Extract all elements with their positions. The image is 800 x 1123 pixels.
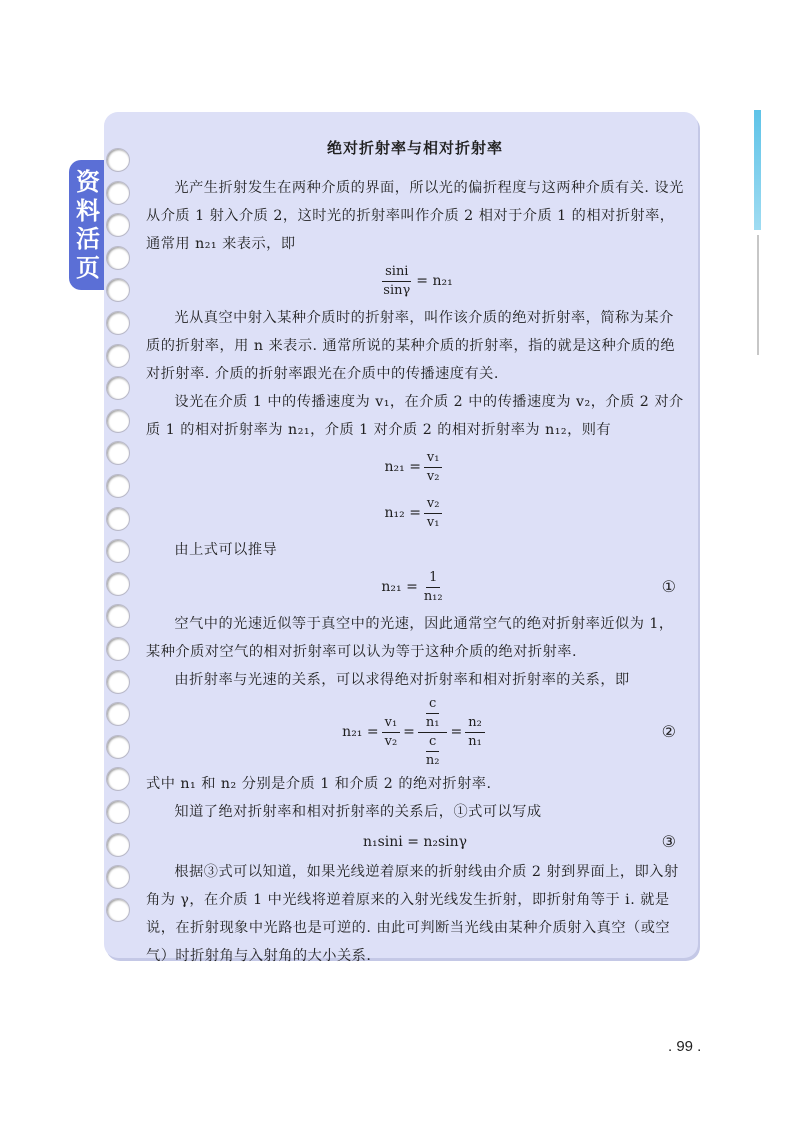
fraction: [424, 495, 443, 532]
fraction: [380, 263, 413, 300]
fraction-numerator: v₁: [382, 714, 401, 733]
paragraph-3: 设光在介质 1 中的传播速度为 v₁，在介质 2 中的传播速度为 v₂，介质 2 对介质 1 的相对折射率为 n₂₁，介质 1 对介质 2 的相对折射率为 n₁₂，则有: [146, 394, 684, 438]
binder-ring: [106, 800, 130, 824]
compound-numerator: [418, 695, 448, 733]
fraction: [424, 449, 443, 486]
equation-lhs: n₂₁ =: [342, 724, 379, 740]
equation-lhs: n₂₁ =: [384, 459, 421, 475]
equation-number: ③: [661, 832, 676, 851]
equation-sin-ratio: [146, 258, 684, 304]
fraction-denominator: n₁: [425, 714, 440, 730]
fraction-denominator: n₂: [425, 752, 440, 768]
compound-denominator: [420, 733, 446, 770]
binder-ring: [106, 735, 130, 759]
paragraph-6: 由折射率与光速的关系，可以求得绝对折射率和相对折射率的关系，即: [174, 672, 630, 688]
fraction-denominator: v₂: [426, 468, 440, 484]
equation-n21: [146, 444, 684, 490]
equation-3: [146, 826, 684, 858]
right-edge-accent-strip: [754, 110, 761, 230]
equation-1: [146, 564, 684, 610]
fraction-numerator: c: [426, 695, 439, 714]
fraction-denominator: n₁: [468, 733, 482, 749]
equals-sign: =: [450, 724, 463, 740]
binder-ring: [106, 637, 130, 661]
article-content: [146, 112, 684, 970]
binder-ring: [106, 898, 130, 922]
binder-ring: [106, 376, 130, 400]
paragraph-7: 式中 n₁ 和 n₂ 分别是介质 1 和介质 2 的绝对折射率.: [146, 776, 492, 792]
binder-ring: [106, 572, 130, 596]
paragraph-2: 光从真空中射入某种介质时的折射率，叫作该介质的绝对折射率，简称为某介质的折射率，用 n 来表示. 通常所说的某种介质的折射率，指的就是这种介质的绝对折射率. 介质的折射率跟光在介质中的传播速度有关.: [146, 310, 676, 382]
binder-ring: [106, 246, 130, 270]
fraction-numerator: v₁: [424, 449, 443, 468]
side-tab-char: 资: [76, 168, 100, 197]
paragraph-9: 根据③式可以知道，如果光线逆着原来的折射线由介质 2 射到界面上，即入射角为 γ，在介质 1 中光线将逆着原来的入射光线发生折射，即折射角等于 i. 就是说，在折射现象中光路也是可逆的. 由此可判断当光线由某种介质射入真空（或空气）时折射角与入射角的大小关系.: [146, 864, 679, 964]
fraction-numerator: c: [426, 733, 439, 752]
compound-fraction: [418, 695, 448, 770]
binder-ring: [106, 148, 130, 172]
binder-ring: [106, 670, 130, 694]
right-edge-divider: [757, 235, 759, 355]
paragraph-5: 空气中的光速近似等于真空中的光速，因此通常空气的绝对折射率近似为 1，某种介质对空气的相对折射率可以认为等于这种介质的绝对折射率.: [146, 616, 674, 660]
fraction: [382, 714, 401, 751]
page-number: . 99 .: [668, 1038, 702, 1055]
fraction-numerator: v₂: [424, 495, 443, 514]
side-tab-label: [69, 160, 107, 290]
equals-sign: =: [403, 724, 415, 740]
fraction-denominator: v₂: [384, 733, 398, 749]
fraction: [423, 733, 443, 770]
binder-ring: [106, 344, 130, 368]
side-tab-char: 页: [76, 253, 100, 282]
paragraph-4: 由上式可以推导: [174, 542, 278, 558]
equation-body: n₁sini = n₂sinγ: [362, 834, 468, 850]
fraction-denominator: v₁: [426, 514, 440, 530]
equation-n12: [146, 490, 684, 536]
fraction: [423, 695, 443, 732]
binder-ring: [106, 539, 130, 563]
side-tab-char: 料: [76, 196, 100, 225]
binder-ring: [106, 409, 130, 433]
equation-number: ②: [661, 722, 676, 741]
binder-ring: [106, 311, 130, 335]
equation-rhs: = n₂₁: [416, 273, 453, 289]
paragraph-1: 光产生折射发生在两种介质的界面，所以光的偏折程度与这两种介质有关. 设光从介质 1 射入介质 2，这时光的折射率叫作介质 2 相对于介质 1 的相对折射率，通常用 n₂₁ 来表示，即: [146, 180, 684, 252]
fraction-numerator: 1: [426, 569, 440, 588]
binder-ring: [106, 865, 130, 889]
side-tab-char: 活: [76, 225, 100, 254]
binder-ring: [106, 181, 130, 205]
paragraph-8: 知道了绝对折射率和相对折射率的关系后，①式可以写成: [174, 804, 542, 820]
fraction-denominator: sinγ: [383, 282, 411, 298]
equation-number: ①: [661, 577, 676, 596]
fraction-numerator: n₂: [465, 714, 485, 733]
binder-ring: [106, 702, 130, 726]
equation-lhs: n₁₂ =: [384, 505, 421, 521]
fraction-numerator: sini: [382, 263, 411, 282]
equation-lhs: n₂₁ =: [381, 579, 418, 595]
article-title: 绝对折射率与相对折射率: [326, 139, 503, 157]
binder-ring: [106, 833, 130, 857]
fraction: [421, 569, 446, 606]
fraction-denominator: n₁₂: [423, 588, 443, 604]
binder-ring: [106, 474, 130, 498]
fraction: [465, 714, 485, 751]
binder-ring: [106, 213, 130, 237]
equation-2: [146, 694, 684, 770]
binder-ring: [106, 507, 130, 531]
